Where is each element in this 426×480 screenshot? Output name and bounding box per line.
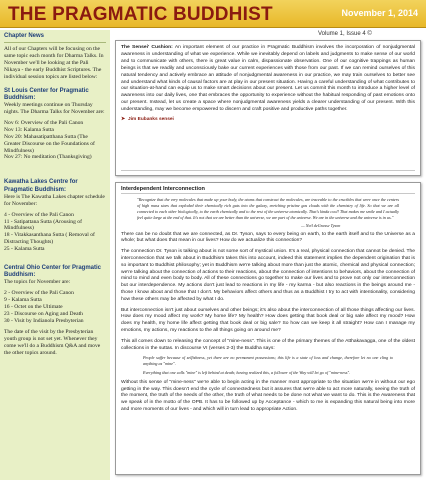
interdependent-article-box	[115, 182, 421, 475]
article-paragraph: This all comes down to releasing the concept of "mine-ness". This is one of the primary themes of the Atthakavagga, one of the oldest collections in the suttas. In discourse VI (verses 2-3) the Buddha says:	[121, 338, 415, 351]
ohio-item: 23 - Discourse on Aging and Death	[4, 311, 83, 318]
stlouis-item: Nov 13: Kalama Sutta	[4, 126, 54, 133]
sensei-signature: Jim Eubanks sensei	[128, 117, 174, 123]
sensei-cushion-box	[115, 40, 421, 176]
sidebar-divider	[4, 42, 106, 43]
newsletter-title: THE PRAGMATIC BUDDHIST	[8, 4, 273, 25]
chapter-news-intro: All of our Chapters will be focusing on the same topic each month for Dharma Talks. In November we'll be looking at the Pali Nikaya - the early Buddhist Scriptures. The individual session topics are listed below:	[4, 46, 104, 80]
quote-attribution: — Neil deGrasse Tyson	[301, 222, 341, 228]
ohio-intro: The topics for November are:	[4, 279, 71, 286]
volume-issue-label: Volume 1, Issue 4 ©	[318, 31, 372, 37]
stlouis-intro: Weekly meetings continue on Thursday nights. The Dharma Talks for November are:	[4, 102, 105, 116]
kawatha-item: 4 - Overview of the Pali Canon	[4, 211, 74, 218]
tyson-quote: "Recognize that the very molecules that make up your body, the atoms that construct the molecules, are traceable to the crucibles that were once the centers of high mass stars that exploded their chemically rich guts into the galaxy, enriching pristine gas clouds with the chemistry of life. So that we are all connected to each other biologically, to the earth chemically and to the rest of the universe atomically. That's kinda cool! That makes me smile and I actually feel quite large at the end of that. It's not that we are better than the universe, we are part of the universe. We are in the universe and the universe is in us."	[137, 197, 399, 220]
article-paragraph: But interconnection isn't just about ourselves and other beings; it's also about the interconnection of all those things affecting our lives. How does my mood affect my work? My home life? My health? How does getting that book deal or big sale affect my mood? How does my health, my home life affect getting that book deal or big sale? So how can we keep it all straight? How can I manage my emotions, my actions, my reactions to the all things going on around me?	[121, 307, 415, 333]
buddha-quote: People suffer because of selfishness, yet there are no permanent possessions; this life is a state of loss and change, therefore let no one cling to anything as "mine".	[143, 355, 393, 367]
stlouis-heading: St Louis Center for Pragmatic Buddhism:	[4, 87, 89, 101]
article-paragraph: The connection Dr. Tyson is talking about is not some sort of mystical union. It's a real, physical connection that cannot be denied. The interconnection that we talk about in Buddhism takes this into account, indeed this statement implies the dependent origination that is so important to Buddhist philosophy; yet in Buddhism we're talking about more than just the atomic, chemical and physical connection; we're talking about the connection of actions to their reactions, about the connection of intentions to behaviors, about the connection of mind to mind and even body to body. All of these connections go together to make our lives and to prove not only our interconnection but our interdependence. My actions don't just lead to reactions in my life - my karma - but also reactions in the beings around me - those I know about and those that I don't. My behaviors affect others and thus as a Buddhist I try to act with intentionality, considering how these others may be affected by what I do.	[121, 249, 415, 302]
kawatha-heading: Kawatha Lakes Centre for Pragmatic Buddhism:	[4, 179, 78, 193]
stlouis-item: Nov 20: Mahasatipatthana Sutta (The Greater Discourse on the Foundations of Mindfulness)	[4, 133, 95, 154]
sensei-cushion-text	[121, 45, 415, 114]
signature-arrow-icon: ➤	[121, 117, 126, 123]
ohio-item: 9 - Kalama Sutta	[4, 297, 42, 304]
stlouis-item: Nov 6: Overview of the Pali Canon	[4, 119, 84, 126]
stlouis-item: Nov 27: No meditation (Thanksgiving)	[4, 154, 92, 161]
chapter-news-heading: Chapter News	[4, 33, 45, 39]
kawatha-intro: Here is The Kawatha Lakes chapter schedule for November:	[4, 193, 105, 207]
signature-line	[121, 117, 415, 122]
article-paragraph: There can be no doubt that we are connected, as Dr. Tyson, says to every being on earth, to the earth itself and to the Universe as a whole; but what does that mean in our lives? How do we actualize this connection?	[121, 231, 415, 244]
ohio-item: 30 - Visit by Indianola Presbyterian	[4, 317, 84, 324]
ohio-heading: Central Ohio Center for Pragmatic Buddhism:	[4, 265, 102, 279]
buddha-quote: Everything that one calls "mine" is left behind at death; having realized this, a follower of the Way will let go of "mine-ness".	[143, 369, 351, 375]
masthead-banner	[0, 0, 426, 28]
ohio-item: 16 - Octet on the Ultimate	[4, 304, 63, 311]
sensei-cushion-body: An important element of our practice in Pragmatic Buddhism involves the incorporation of nonjudgmental awareness in understanding of what we experience. While we inevitably depend on labels and judgments to make sense of our world and to communicate with others, there is great value in calm, dispassionate observation. One of our cognitive trappings as human beings is that we readily and unconsciously bake our current experiences with those from our past. If we can remind ourselves of this natural tendency and actively embrace an attitude of nonjudgmental awareness in our practice, we may train ourselves to better see and understand what kinds of causal factors are at play in our present situation. Having a careful understanding of what contributes to our situation-at-hand can equip us to make smart decisions about our present. Let us commit this month to introduce a higher level of awareness into our daily lives, one that embraces the opportunity to experience without the habitual responding of past emotions onto our present. Instead, let us create a space where nonjudgmental awareness yields a clearer understanding of our present. With this understanding, may we become empowered to discern and craft positive and productive paths together.	[121, 45, 415, 113]
kawatha-item: 18 - Vitakkasanthana Sutta ( Removal of Distracting Thoughts)	[4, 232, 95, 246]
sensei-cushion-title: The Sensei' Cushion:	[121, 45, 173, 50]
kawatha-item: 11 - Satipattana Sutta (Arousing of Mindfulness)	[4, 218, 82, 232]
box-footer-rule	[121, 170, 415, 171]
ohio-item: 2 - Overview of the Pali Canon	[4, 290, 74, 297]
article-paragraph: Without this sense of "mine-ness" we're able to begin acting in the manner most appropriate to the situation we're in without our ego getting in the way. This doesn't end the cycle of connectedness but it assures that we're able to act more naturally, seeing the truth of the moment, the truth of the needs of the other, the truth of what needs to be done not what we want to do. This is the Awareness that we speak of in the motto of the OPB. It has to be followed up by Acceptance - which to me is expanding this natural being into more and more moments of our lives - and which will in turn lead to appropriate Action.	[121, 379, 415, 412]
ohio-note: The date of the visit by the Presbyterian youth group is not set yet. Whenever they come we'll do a Buddhism Q&A and move the other topics around.	[4, 328, 101, 356]
kawatha-item: 25 - Kalama Sutta	[4, 246, 45, 253]
chapter-news-sidebar	[0, 30, 110, 480]
issue-date: November 1, 2014	[341, 8, 418, 18]
article-title: Interdependent Interconnection	[121, 186, 415, 194]
